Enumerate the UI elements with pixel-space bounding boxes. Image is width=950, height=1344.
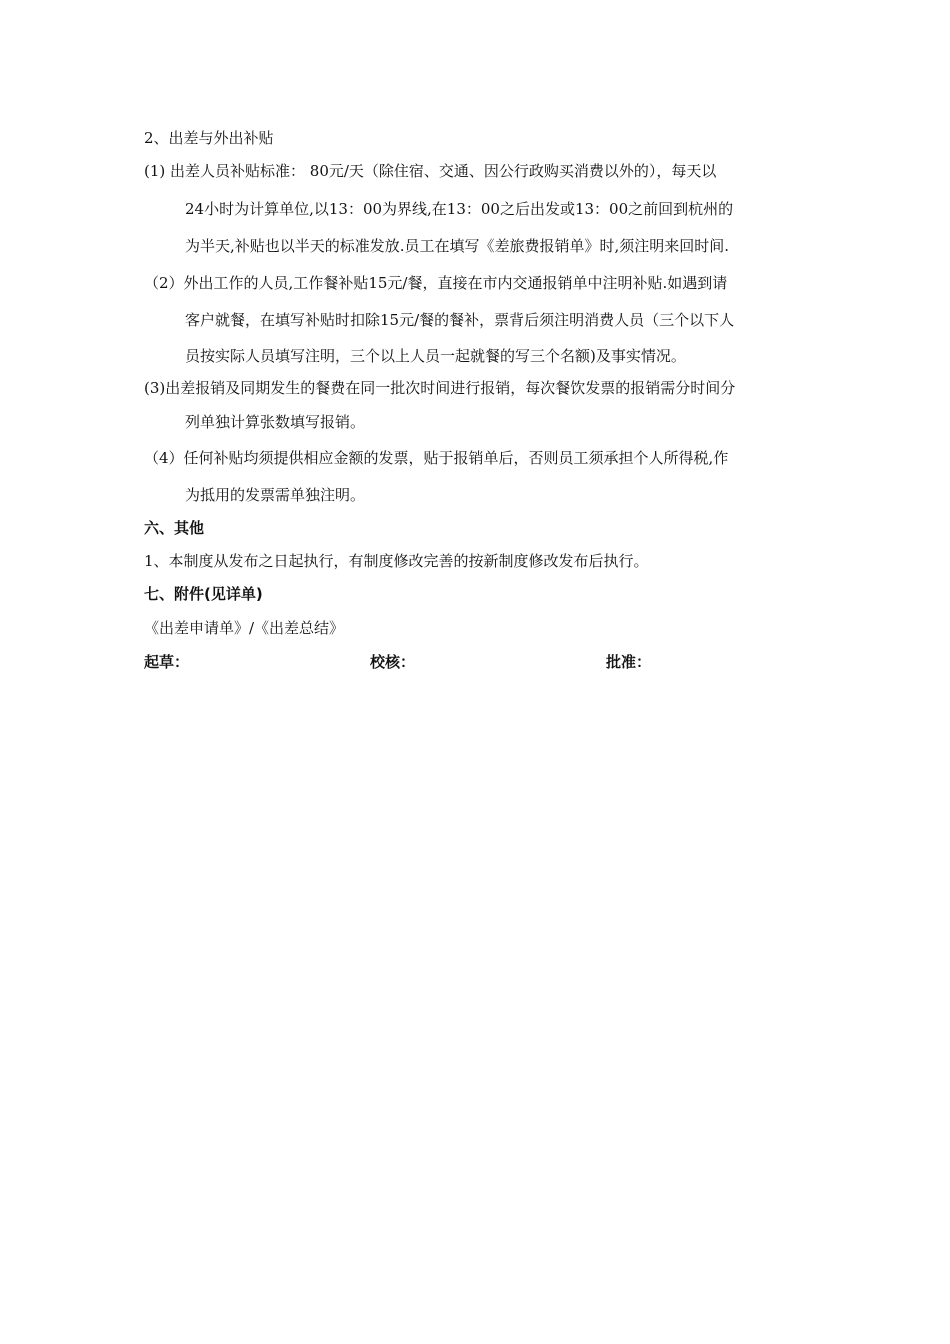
item-1-line-1: (1) 出差人员补贴标准： 80元/天（除住宿、交通、因公行政购买消费以外的），每天以 — [144, 162, 717, 180]
item-3-line-1: (3)出差报销及同期发生的餐费在同一批次时间进行报销，每次餐饮发票的报销需分时间分 — [144, 379, 736, 397]
item-4-line-2: 为抵用的发票需单独注明。 — [185, 486, 366, 504]
item-4-line-1: （4）任何补贴均须提供相应金额的发票，贴于报销单后，否则员工须承担个人所得税,作 — [144, 449, 729, 467]
section-6-heading: 六、其他 — [144, 519, 205, 537]
item-3-line-2: 列单独计算张数填写报销。 — [185, 413, 366, 431]
item-2-line-1: （2）外出工作的人员,工作餐补贴15元/餐，直接在市内交通报销单中注明补贴.如遇到请 — [144, 274, 728, 292]
item-2-line-2: 客户就餐，在填写补贴时扣除15元/餐的餐补，票背后须注明消费人员（三个以下人 — [185, 311, 735, 329]
section-6-item-1: 1、本制度从发布之日起执行，有制度修改完善的按新制度修改发布后执行。 — [144, 552, 649, 570]
item-1-line-2: 24小时为计算单位,以13：00为界线,在13：00之后出发或13：00之前回到杭州的 — [185, 200, 734, 218]
item-2-line-3: 员按实际人员填写注明，三个以上人员一起就餐的写三个名额)及事实情况。 — [185, 347, 686, 365]
section-2-heading: 2、出差与外出补贴 — [144, 129, 274, 147]
attachments-list: 《出差申请单》/《出差总结》 — [144, 619, 345, 637]
section-7-heading: 七、附件(见详单) — [144, 585, 263, 603]
approve-signature-label: 批准： — [606, 653, 652, 671]
review-signature-label: 校核： — [370, 653, 416, 671]
draft-signature-label: 起草： — [144, 653, 190, 671]
item-1-line-3: 为半天,补贴也以半天的标准发放.员工在填写《差旅费报销单》时,须注明来回时间. — [185, 237, 730, 255]
